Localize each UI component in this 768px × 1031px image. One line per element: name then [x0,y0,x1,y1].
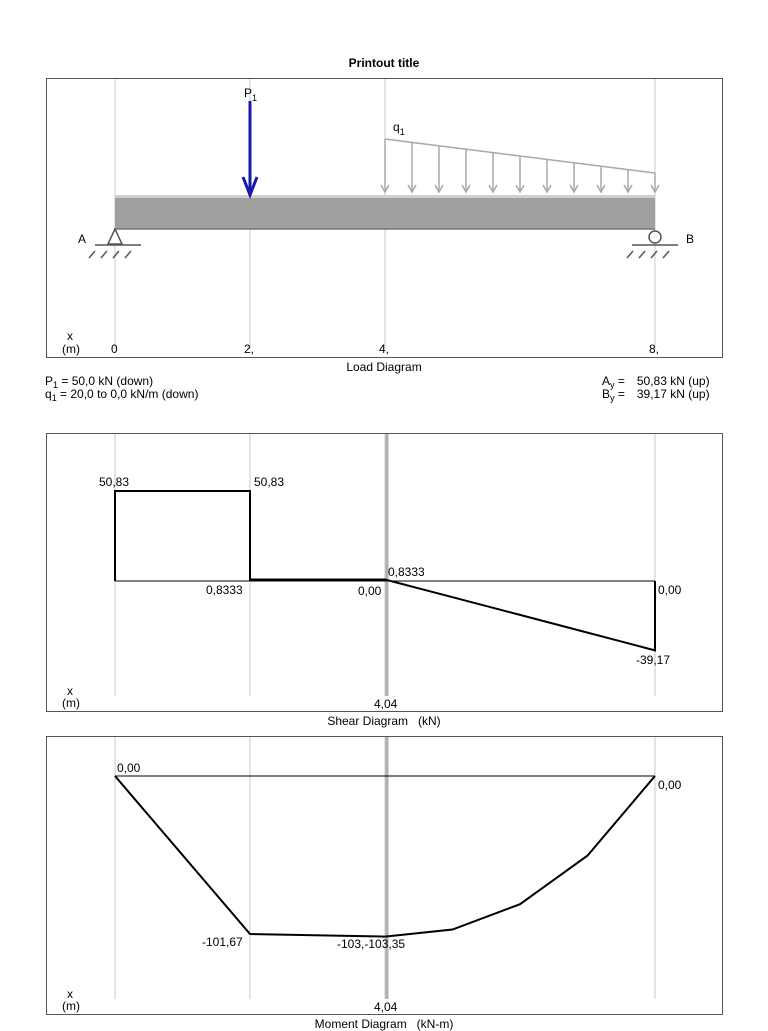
moment-diagram-caption: Moment Diagram (kN-m) [314,1017,454,1031]
distributed-load [381,139,659,192]
support-b-label: B [686,232,695,246]
hatch [651,251,657,258]
moment-value-label: -103,-103,35 [337,937,406,951]
load-diagram-caption: Load Diagram [346,360,422,374]
hatch [101,251,107,258]
x-axis-unit: (m) [62,342,80,356]
shear-value-label: -39,17 [636,653,671,667]
hatch [627,251,633,258]
moment-value-label: -101,67 [202,935,243,949]
load-diagram [47,79,722,357]
moment-value-label: 0,00 [117,761,141,775]
shear-diagram-panel [46,433,723,712]
moment-diagram-panel [46,736,723,1015]
load-diagram-panel [46,78,723,358]
hatch [663,251,669,258]
shear-diagram-caption: Shear Diagram (kN) [327,714,441,728]
shear-value-label: 0,00 [358,584,382,598]
loads-info [45,375,198,401]
page-title: Printout title [348,56,420,70]
roller-support-circle [649,231,661,243]
x-axis-unit: (m) [62,696,80,710]
beam [115,195,655,229]
shear-value-label: 0,00 [658,583,682,597]
dist-load-label: $q_1$ [393,120,405,137]
moment-diagram [47,737,722,1014]
hatch [639,251,645,258]
support-b [627,231,678,258]
by-info: $B_y = 39,17$ kN (up) [602,387,710,403]
x-tick-label: 8, [649,342,660,356]
max-marker-label: 4,04 [374,697,398,711]
x-axis-label: x [67,987,73,1001]
shear-value-label: 50,83 [99,475,130,489]
shear-value-label: 50,83 [254,475,285,489]
moment-value-label: 0,00 [658,778,682,792]
pin-support-triangle [108,229,122,244]
hatch [113,251,119,258]
point-load-label: $P_1$ [244,86,258,103]
x-tick-label: 0 [111,342,118,356]
reactions-info [602,375,710,401]
hatch [125,251,131,258]
shear-value-label: 0,8333 [388,565,425,579]
hatch [89,251,95,258]
ay-info: $A_y = 50,83$ kN (up) [602,374,710,390]
support-a-label: A [78,232,87,246]
x-axis-label: x [67,329,73,343]
shear-diagram [47,434,722,711]
x-axis-unit: (m) [62,999,80,1013]
x-tick-label: 4, [379,342,390,356]
x-tick-label: 2, [244,342,255,356]
max-marker-label: 4,04 [374,1000,398,1014]
q1-info: $q_1 = 20,0$ to 0,0 kN/m (down) [45,387,199,403]
x-axis-label: x [67,684,73,698]
shear-value-label: 0,8333 [206,583,243,597]
p1-info: $P_1 = 50,0$ kN (down) [45,374,154,390]
beam-top-edge [115,195,655,198]
